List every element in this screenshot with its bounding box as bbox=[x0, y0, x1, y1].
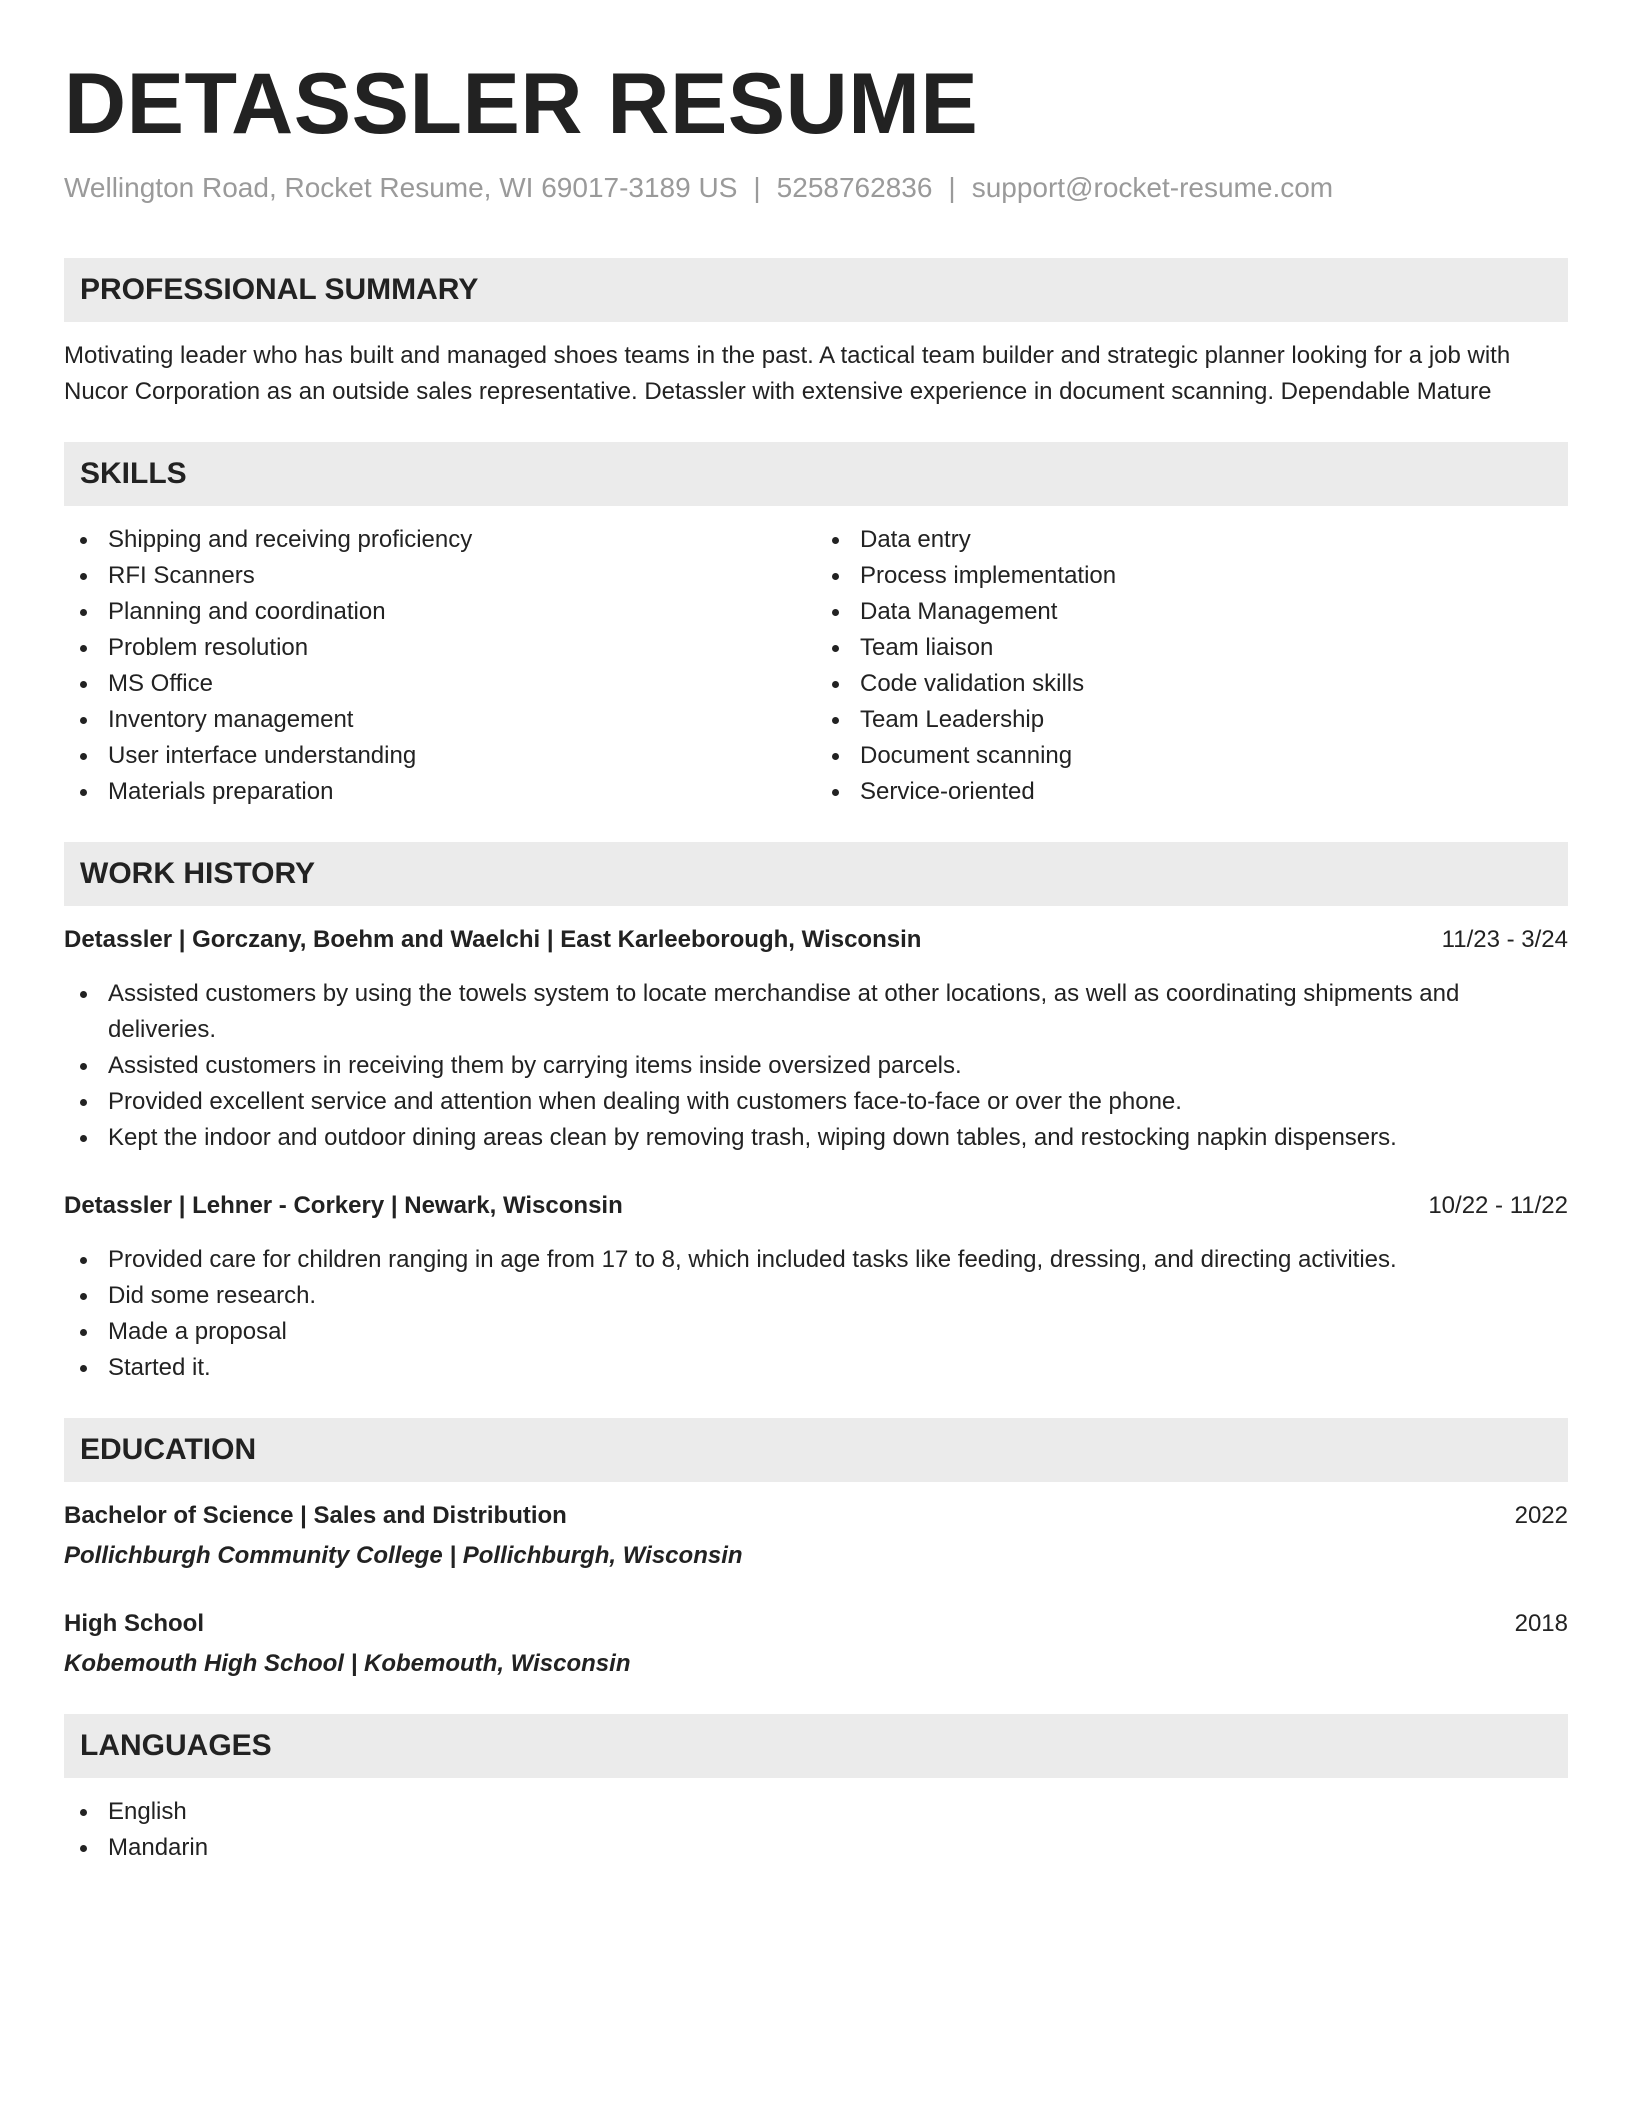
skill-item: Materials preparation bbox=[64, 774, 816, 810]
skill-item: Document scanning bbox=[816, 738, 1568, 774]
languages-list bbox=[64, 1794, 1568, 1866]
job-dates: 10/22 - 11/22 bbox=[1428, 1192, 1568, 1219]
section-heading-education: EDUCATION bbox=[64, 1418, 1568, 1482]
skill-item: Data Management bbox=[816, 594, 1568, 630]
language-item: English bbox=[64, 1794, 1568, 1830]
education-school: Kobemouth High School | Kobemouth, Wisconsin bbox=[64, 1650, 631, 1677]
job-title: Detassler | Lehner - Corkery | Newark, Wisconsin bbox=[64, 1192, 623, 1219]
skill-item: Shipping and receiving proficiency bbox=[64, 522, 816, 558]
skill-item: User interface understanding bbox=[64, 738, 816, 774]
job-duty: Made a proposal bbox=[64, 1314, 1568, 1350]
skill-item: MS Office bbox=[64, 666, 816, 702]
job-duties bbox=[64, 976, 1568, 1156]
education-header bbox=[64, 1498, 1568, 1534]
skill-item: Process implementation bbox=[816, 558, 1568, 594]
job-duty: Did some research. bbox=[64, 1278, 1568, 1314]
education-degree: Bachelor of Science | Sales and Distribution bbox=[64, 1502, 567, 1529]
contact-separator: | bbox=[948, 172, 956, 203]
section-heading-skills: SKILLS bbox=[64, 442, 1568, 506]
job-duty: Assisted customers by using the towels system to locate merchandise at other locations, as well as coordinating shipments and deliveries. bbox=[64, 976, 1568, 1048]
language-item: Mandarin bbox=[64, 1830, 1568, 1866]
education-degree: High School bbox=[64, 1610, 204, 1637]
skill-item: RFI Scanners bbox=[64, 558, 816, 594]
job-duty: Started it. bbox=[64, 1350, 1568, 1386]
section-heading-work-history: WORK HISTORY bbox=[64, 842, 1568, 906]
section-heading-languages: LANGUAGES bbox=[64, 1714, 1568, 1778]
job-dates: 11/23 - 3/24 bbox=[1441, 926, 1568, 953]
education-entry bbox=[64, 1498, 1568, 1574]
contact-separator: | bbox=[753, 172, 761, 203]
education-year: 2022 bbox=[1514, 1502, 1568, 1529]
contact-email: support@rocket-resume.com bbox=[971, 172, 1334, 203]
skill-item: Planning and coordination bbox=[64, 594, 816, 630]
skill-item: Code validation skills bbox=[816, 666, 1568, 702]
resume-title: DETASSLER RESUME bbox=[64, 56, 979, 152]
skills-column-left bbox=[64, 522, 816, 810]
job-header bbox=[64, 1188, 1568, 1224]
job-duty: Kept the indoor and outdoor dining areas clean by removing trash, wiping down tables, and restocking napkin dispensers. bbox=[64, 1120, 1568, 1156]
education-year: 2018 bbox=[1514, 1610, 1568, 1637]
skill-item: Team Leadership bbox=[816, 702, 1568, 738]
job-duty: Provided excellent service and attention when dealing with customers face-to-face or over the phone. bbox=[64, 1084, 1568, 1120]
summary-text: Motivating leader who has built and managed shoes teams in the past. A tactical team builder and strategic planner looking for a job with Nucor Corporation as an outside sales representative. Detassler with extensive experience in document scanning. Dependable Mature bbox=[64, 342, 1511, 405]
education-header bbox=[64, 1606, 1568, 1642]
job-duty: Assisted customers in receiving them by carrying items inside oversized parcels. bbox=[64, 1048, 1568, 1084]
contact-address: Wellington Road, Rocket Resume, WI 69017-3189 US bbox=[64, 172, 738, 203]
skill-item: Inventory management bbox=[64, 702, 816, 738]
skill-item: Data entry bbox=[816, 522, 1568, 558]
skills-list bbox=[64, 522, 1568, 810]
job-entry bbox=[64, 922, 1568, 1156]
job-duties bbox=[64, 1242, 1568, 1386]
contact-line bbox=[64, 170, 1568, 206]
job-duty: Provided care for children ranging in age from 17 to 8, which included tasks like feeding, dressing, and directing activities. bbox=[64, 1242, 1568, 1278]
education-entry bbox=[64, 1606, 1568, 1682]
job-entry bbox=[64, 1188, 1568, 1386]
skills-column-right bbox=[816, 522, 1568, 810]
education-school: Pollichburgh Community College | Pollichburgh, Wisconsin bbox=[64, 1542, 743, 1569]
skill-item: Team liaison bbox=[816, 630, 1568, 666]
skill-item: Problem resolution bbox=[64, 630, 816, 666]
job-title: Detassler | Gorczany, Boehm and Waelchi | East Karleeborough, Wisconsin bbox=[64, 926, 922, 953]
contact-phone: 5258762836 bbox=[776, 172, 933, 203]
job-header bbox=[64, 922, 1568, 958]
section-heading-summary: PROFESSIONAL SUMMARY bbox=[64, 258, 1568, 322]
skill-item: Service-oriented bbox=[816, 774, 1568, 810]
